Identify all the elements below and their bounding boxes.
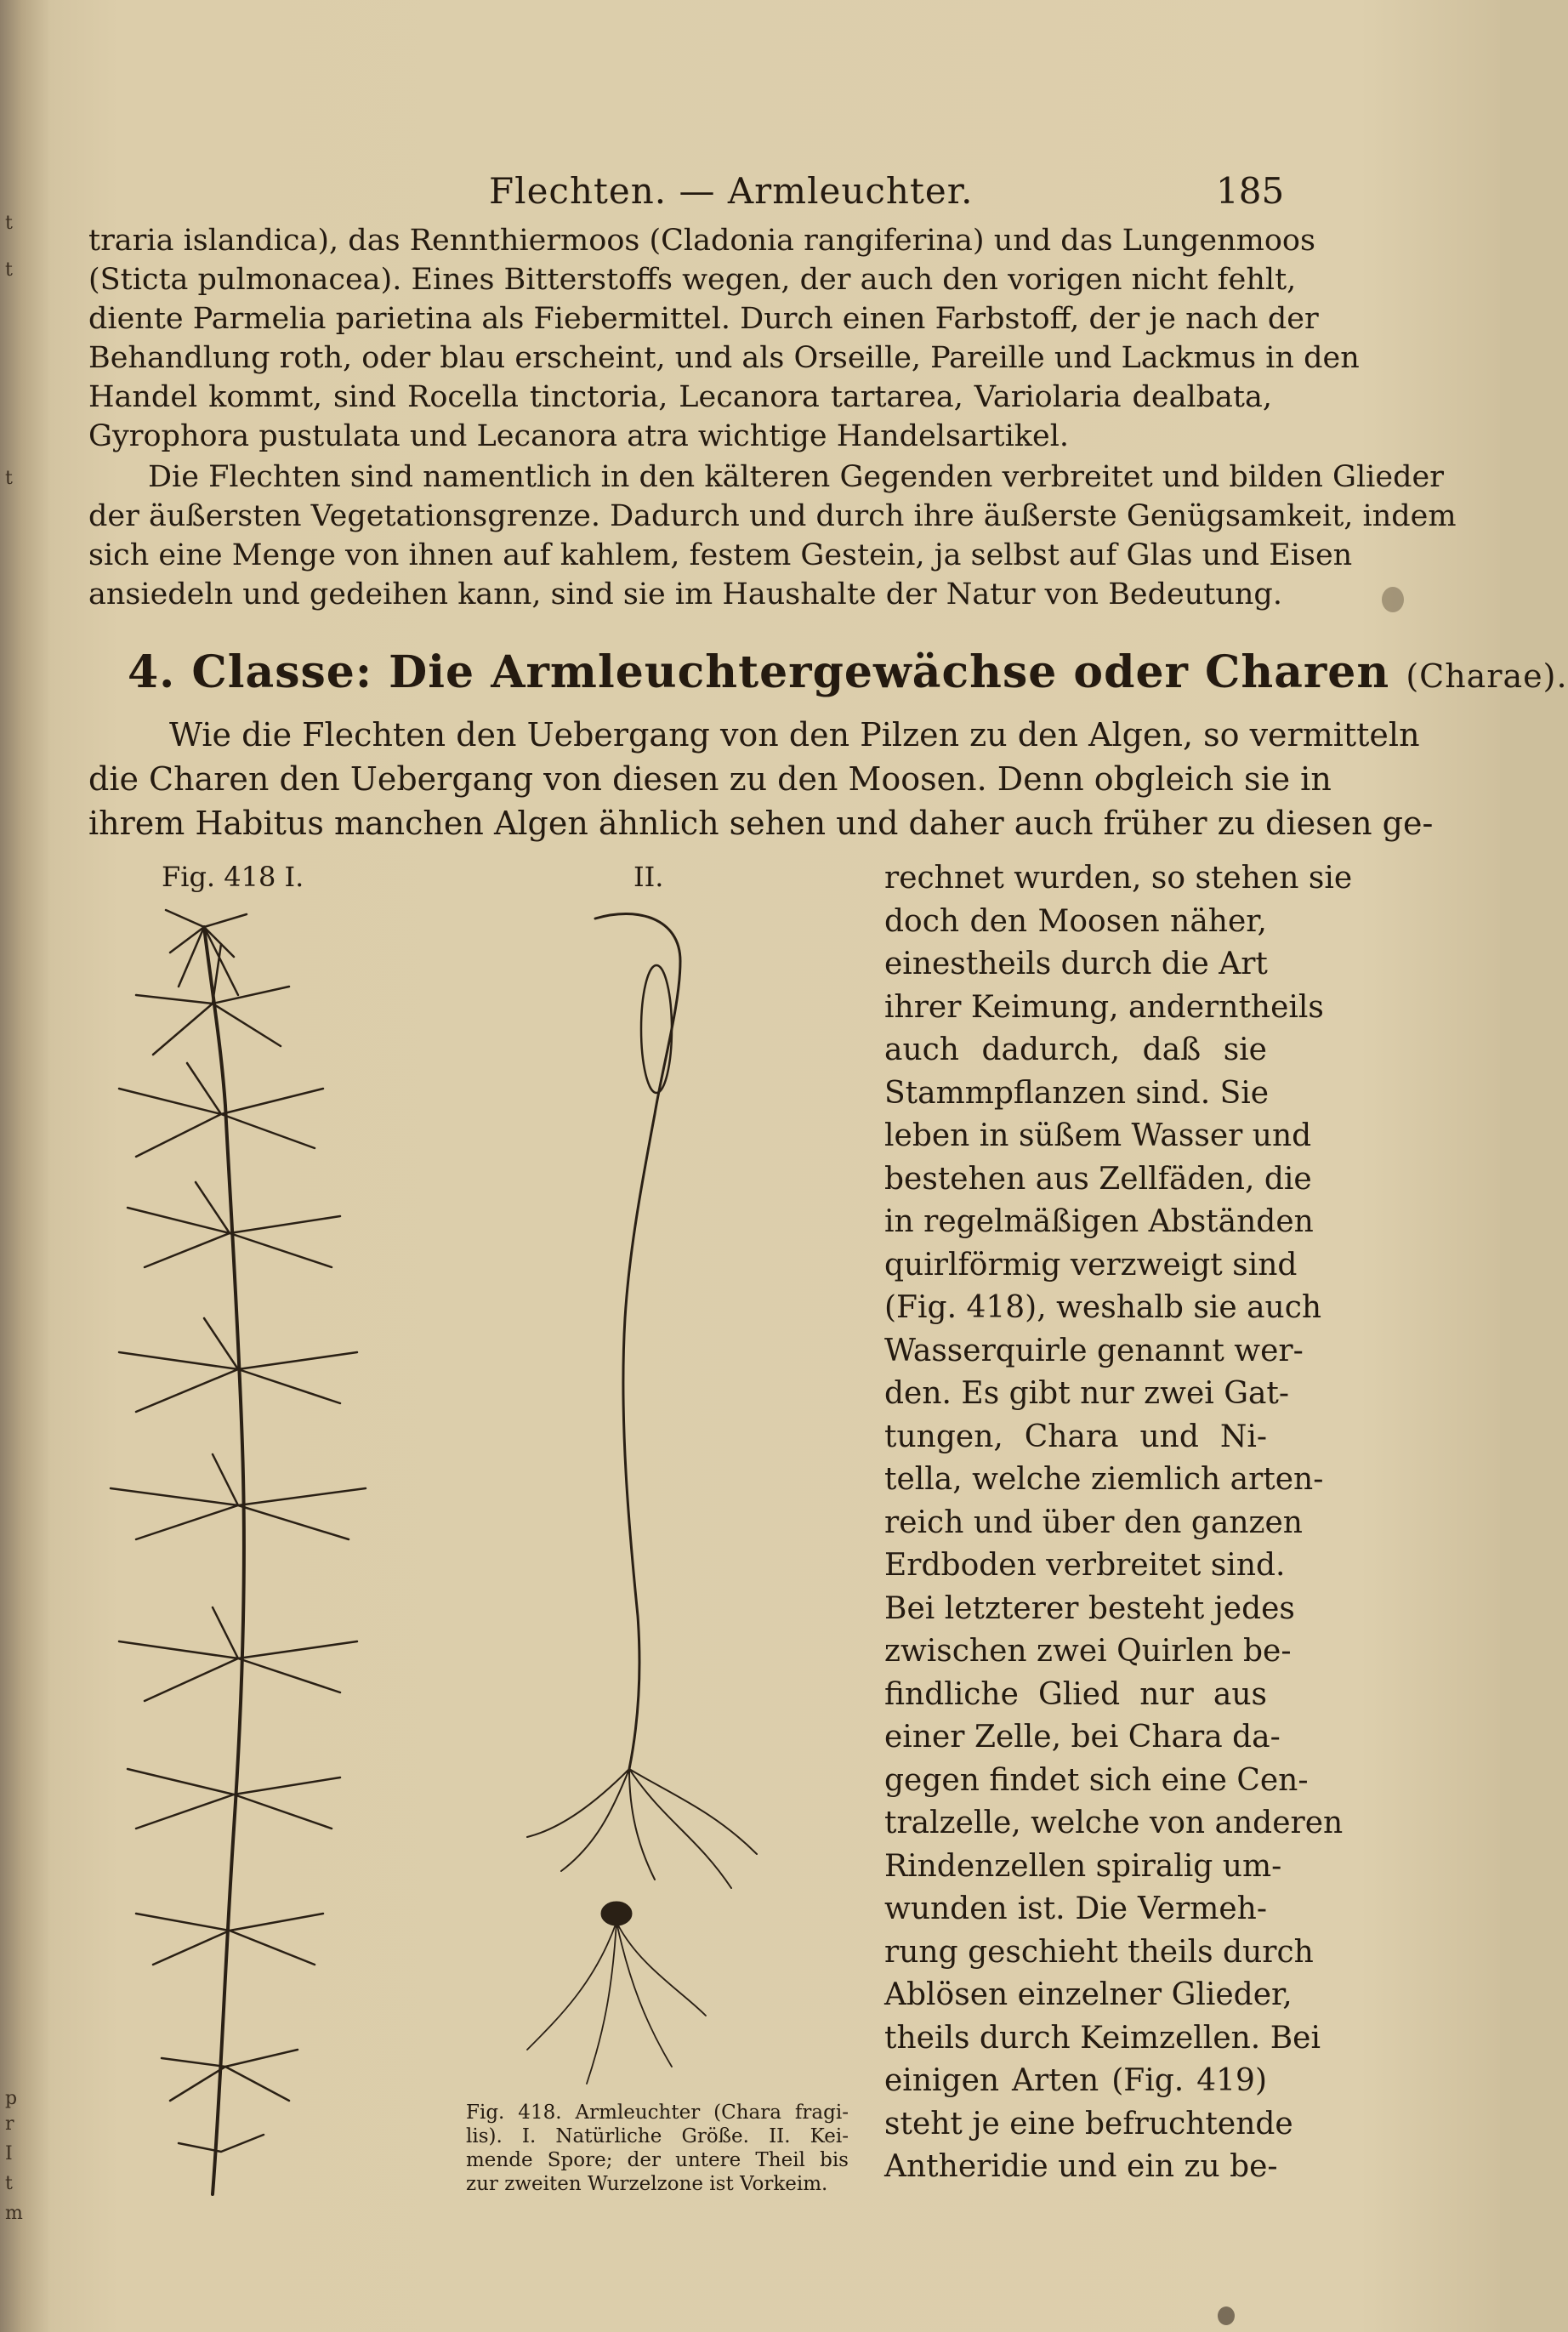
text-line: ihrer Keimung, anderntheils: [884, 989, 1324, 1025]
text-line: Ablösen einzelner Glieder,: [884, 1977, 1292, 2012]
text-line: sich eine Menge von ihnen auf kahlem, festem Gestein, ja selbst auf Glas und Eisen: [88, 538, 1353, 572]
figure-caption: [466, 2101, 849, 2196]
section-heading: [128, 646, 1568, 698]
gutter-mark: t: [5, 259, 13, 281]
text-line: Behandlung roth, oder blau erscheint, und als Orseille, Pareille und Lackmus in den: [88, 341, 1360, 375]
text-line: bestehen aus Zellfäden, die: [884, 1161, 1312, 1197]
text-line: wunden ist. Die Vermeh-: [884, 1891, 1267, 1926]
figure-label-1: Fig. 418 I.: [162, 861, 304, 893]
caption-line: zur zweiten Wurzelzone ist Vorkeim.: [466, 2173, 828, 2195]
text-line: den. Es gibt nur zwei Gat-: [884, 1376, 1290, 1411]
text-line: auch dadurch, daß sie: [884, 1032, 1267, 1067]
text-line: in regelmäßigen Abständen: [884, 1204, 1314, 1239]
text-line: (Sticta pulmonacea). Eines Bitterstoffs wegen, der auch den vorigen nicht fehlt,: [88, 263, 1297, 297]
text-line: findliche Glied nur aus: [884, 1676, 1267, 1712]
text-line: traria islandica), das Rennthiermoos (Cladonia rangiferina) und das Lungenmoos: [88, 224, 1315, 258]
caption-line: lis). I. Natürliche Größe. II. Kei-: [466, 2125, 849, 2147]
text-line: tralzelle, welche von anderen: [884, 1806, 1344, 1840]
caption-line: Fig. 418. Armleuchter (Chara fragi-: [466, 2102, 849, 2124]
chara-illustration: [85, 893, 876, 2245]
text-line: tungen, Chara und Ni-: [884, 1419, 1267, 1454]
text-line: einer Zelle, bei Chara da-: [884, 1720, 1281, 1755]
text-line: Die Flechten sind namentlich in den kälteren Gegenden verbreitet und bilden Glieder: [148, 460, 1444, 494]
gutter-bleed-marks: [3, 0, 37, 2332]
text-line: reich und über den ganzen: [884, 1504, 1303, 1540]
gutter-mark: I: [5, 2143, 13, 2164]
gutter-mark: r: [5, 2113, 14, 2135]
text-line: einestheils durch die Art: [884, 947, 1268, 981]
text-line: Bei letzterer besteht jedes: [884, 1590, 1295, 1626]
text-line: ansiedeln und gedeihen kann, sind sie im Haushalte der Natur von Bedeutung.: [88, 577, 1282, 611]
text-line: Erdboden verbreitet sind.: [884, 1548, 1286, 1583]
lichen-paragraph: [88, 221, 1360, 456]
page-number: 185: [1216, 170, 1285, 212]
ink-stain: [1382, 587, 1404, 612]
intro-paragraph: [88, 713, 1434, 845]
text-line: Rindenzellen spiralig um-: [884, 1848, 1282, 1884]
gutter-mark: p: [5, 2088, 18, 2109]
text-line: tella, welche ziemlich arten-: [884, 1462, 1324, 1497]
text-line: theils durch Keimzellen. Bei: [884, 2020, 1321, 2056]
section-heading-latin: (Charae).: [1406, 657, 1568, 695]
ink-stain: [1218, 2306, 1235, 2325]
text-line: diente Parmelia parietina als Fiebermittel. Durch einen Farbstoff, der je nach der: [88, 302, 1319, 336]
distribution-paragraph: [88, 458, 1457, 614]
section-heading-text: 4. Classe: Die Armleuchtergewächse oder Charen: [128, 646, 1390, 698]
text-line: zwischen zwei Quirlen be-: [884, 1634, 1292, 1669]
text-line: Handel kommt, sind Rocella tinctoria, Lecanora tartarea, Variolaria dealbata,: [88, 380, 1272, 414]
text-line: ihrem Habitus manchen Algen ähnlich sehen und daher auch früher zu diesen ge-: [88, 805, 1434, 842]
text-line: einigen Arten (Fig. 419): [884, 2063, 1267, 2098]
gutter-mark: t: [5, 213, 13, 234]
gutter-mark: t: [5, 468, 13, 489]
gutter-mark: t: [5, 2173, 13, 2194]
running-head: Flechten. — Armleuchter.: [489, 170, 974, 212]
text-line: Gyrophora pustulata und Lecanora atra wichtige Handelsartikel.: [88, 419, 1070, 453]
caption-line: mende Spore; der untere Theil bis: [466, 2149, 849, 2171]
text-line: leben in süßem Wasser und: [884, 1118, 1312, 1153]
text-line: steht je eine befruchtende: [884, 2106, 1293, 2141]
text-line: die Charen den Uebergang von diesen zu den Moosen. Denn obgleich sie in: [88, 760, 1332, 798]
text-line: gegen findet sich eine Cen-: [884, 1762, 1309, 1798]
text-line: Stammpflanzen sind. Sie: [884, 1075, 1270, 1111]
text-line: Wasserquirle genannt wer-: [884, 1333, 1304, 1368]
text-line: der äußersten Vegetationsgrenze. Dadurch und durch ihre äußerste Genügsamkeit, indem: [88, 499, 1457, 533]
right-column-text: [884, 857, 1353, 2189]
chara-plant-drawing: [111, 910, 757, 2194]
text-line: (Fig. 418), weshalb sie auch: [884, 1290, 1322, 1325]
text-line: quirlförmig verzweigt sind: [884, 1247, 1298, 1283]
text-line: rung geschieht theils durch: [884, 1934, 1314, 1970]
text-line: Wie die Flechten den Uebergang von den Pilzen zu den Algen, so vermitteln: [169, 716, 1420, 754]
text-line: doch den Moosen näher,: [884, 903, 1267, 939]
text-line: Antheridie und ein zu be-: [884, 2149, 1278, 2184]
gutter-mark: m: [5, 2203, 23, 2224]
text-line: rechnet wurden, so stehen sie: [884, 861, 1353, 896]
figure-label-2: II.: [633, 861, 664, 893]
